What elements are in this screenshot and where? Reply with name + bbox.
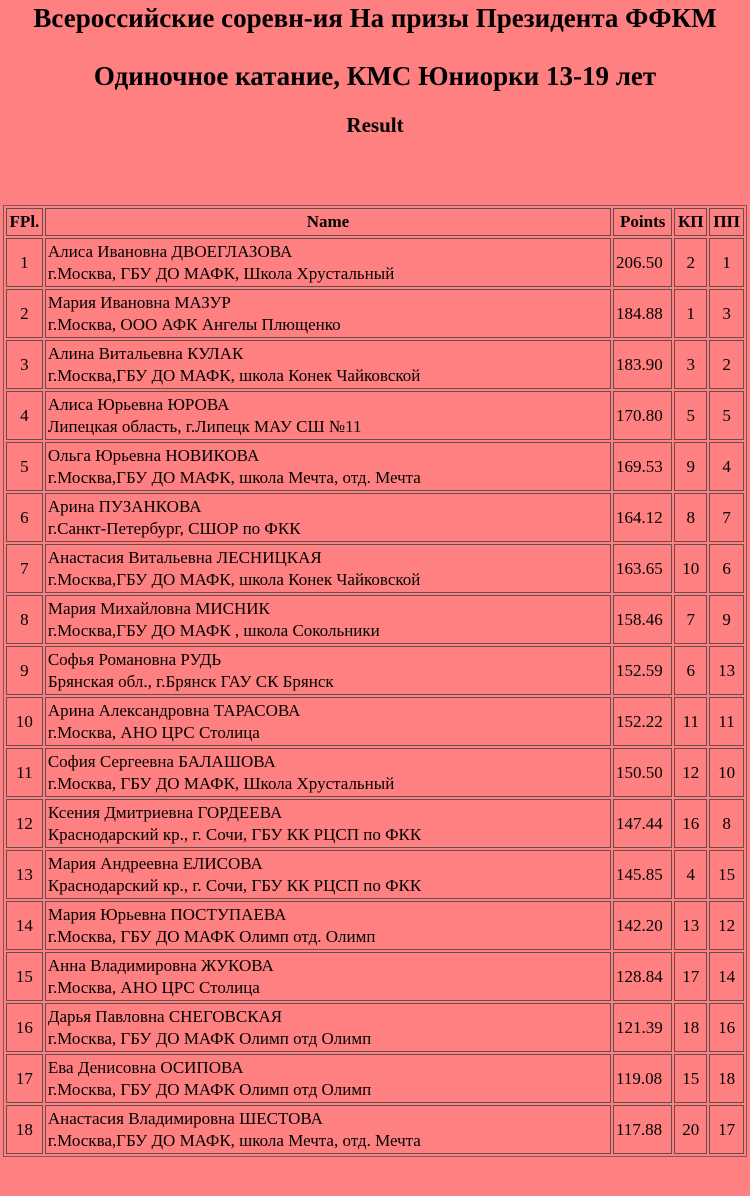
place-cell: 8 <box>6 595 43 644</box>
points-cell: 145.85 <box>613 850 672 899</box>
free-program-place-cell: 9 <box>709 595 744 644</box>
short-program-place-cell: 8 <box>674 493 707 542</box>
table-row <box>6 595 744 644</box>
points-cell: 184.88 <box>613 289 672 338</box>
results-body <box>6 238 744 1154</box>
skater-name: Анастасия Витальевна ЛЕСНИЦКАЯ <box>47 547 322 567</box>
short-program-place-cell: 6 <box>674 646 707 695</box>
points-cell: 206.50 <box>613 238 672 287</box>
free-program-place-cell: 11 <box>709 697 744 746</box>
place-cell: 14 <box>6 901 43 950</box>
skater-cell <box>45 493 611 542</box>
table-row <box>6 748 744 797</box>
skater-name: Мария Юрьевна ПОСТУПАЕВА <box>47 904 287 924</box>
short-program-place-cell: 17 <box>674 952 707 1001</box>
skater-cell <box>45 697 611 746</box>
skater-cell <box>45 1054 611 1103</box>
short-program-place-cell: 12 <box>674 748 707 797</box>
skater-cell <box>45 952 611 1001</box>
short-program-place-cell: 18 <box>674 1003 707 1052</box>
table-row <box>6 1054 744 1103</box>
skater-name: Арина ПУЗАНКОВА <box>47 496 202 516</box>
skater-cell <box>45 544 611 593</box>
short-program-place-cell: 3 <box>674 340 707 389</box>
skater-cell <box>45 238 611 287</box>
short-program-place-cell: 20 <box>674 1105 707 1154</box>
page-title: Всероссийские соревн-ия На призы Президента ФФКМ <box>33 3 717 33</box>
table-header-row <box>6 208 744 236</box>
column-header-points: Points <box>613 208 672 236</box>
free-program-place-cell: 5 <box>709 391 744 440</box>
skater-club: г.Москва, ООО АФК Ангелы Плющенко <box>47 314 341 334</box>
skater-name: Мария Андреевна ЕЛИСОВА <box>47 853 263 873</box>
free-program-place-cell: 8 <box>709 799 744 848</box>
skater-cell <box>45 391 611 440</box>
column-header-pp: ПП <box>709 208 744 236</box>
short-program-place-cell: 5 <box>674 391 707 440</box>
column-header-fpl: FPl. <box>6 208 43 236</box>
free-program-place-cell: 2 <box>709 340 744 389</box>
place-cell: 16 <box>6 1003 43 1052</box>
short-program-place-cell: 2 <box>674 238 707 287</box>
place-cell: 11 <box>6 748 43 797</box>
short-program-place-cell: 15 <box>674 1054 707 1103</box>
short-program-place-cell: 11 <box>674 697 707 746</box>
skater-club: Краснодарский кр., г. Сочи, ГБУ КК РЦСП по ФКК <box>47 875 422 895</box>
points-cell: 170.80 <box>613 391 672 440</box>
short-program-place-cell: 4 <box>674 850 707 899</box>
skater-name: Дарья Павловна СНЕГОВСКАЯ <box>47 1006 283 1026</box>
column-header-kp: КП <box>674 208 707 236</box>
skater-name: Алиса Ивановна ДВОЕГЛАЗОВА <box>47 241 293 261</box>
skater-club: г.Москва, АНО ЦРС Столица <box>47 977 260 997</box>
table-row <box>6 799 744 848</box>
skater-cell <box>45 748 611 797</box>
skater-club: Брянская обл., г.Брянск ГАУ СК Брянск <box>47 671 334 691</box>
place-cell: 17 <box>6 1054 43 1103</box>
skater-cell <box>45 340 611 389</box>
skater-cell <box>45 1003 611 1052</box>
skater-cell <box>45 799 611 848</box>
category-title: Одиночное катание, КМС Юниорки 13-19 лет <box>93 61 657 91</box>
table-row <box>6 646 744 695</box>
place-cell: 5 <box>6 442 43 491</box>
skater-club: г.Москва, ГБУ ДО МАФК Олимп отд. Олимп <box>47 926 376 946</box>
skater-name: Ксения Дмитриевна ГОРДЕЕВА <box>47 802 283 822</box>
skater-club: г.Санкт-Петербург, СШОР по ФКК <box>47 518 301 538</box>
skater-cell <box>45 850 611 899</box>
table-row <box>6 391 744 440</box>
points-cell: 119.08 <box>613 1054 672 1103</box>
column-header-name: Name <box>45 208 611 236</box>
skater-name: Алина Витальевна КУЛАК <box>47 343 244 363</box>
table-row <box>6 238 744 287</box>
skater-name: Мария Михайловна МИСНИК <box>47 598 270 618</box>
skater-club: г.Москва, ГБУ ДО МАФК, Школа Хрустальный <box>47 263 395 283</box>
table-row <box>6 493 744 542</box>
free-program-place-cell: 18 <box>709 1054 744 1103</box>
free-program-place-cell: 7 <box>709 493 744 542</box>
table-row <box>6 442 744 491</box>
free-program-place-cell: 12 <box>709 901 744 950</box>
free-program-place-cell: 3 <box>709 289 744 338</box>
points-cell: 152.22 <box>613 697 672 746</box>
skater-name: Анастасия Владимировна ШЕСТОВА <box>47 1108 323 1128</box>
skater-name: София Сергеевна БАЛАШОВА <box>47 751 276 771</box>
table-row <box>6 544 744 593</box>
points-cell: 142.20 <box>613 901 672 950</box>
points-cell: 164.12 <box>613 493 672 542</box>
table-row <box>6 850 744 899</box>
short-program-place-cell: 10 <box>674 544 707 593</box>
skater-club: Краснодарский кр., г. Сочи, ГБУ КК РЦСП по ФКК <box>47 824 422 844</box>
skater-club: г.Москва, ГБУ ДО МАФК Олимп отд Олимп <box>47 1028 372 1048</box>
skater-name: Арина Александровна ТАРАСОВА <box>47 700 301 720</box>
skater-club: г.Москва, АНО ЦРС Столица <box>47 722 260 742</box>
skater-cell <box>45 901 611 950</box>
place-cell: 3 <box>6 340 43 389</box>
free-program-place-cell: 17 <box>709 1105 744 1154</box>
points-cell: 158.46 <box>613 595 672 644</box>
skater-club: г.Москва, ГБУ ДО МАФК, Школа Хрустальный <box>47 773 395 793</box>
table-row <box>6 952 744 1001</box>
points-cell: 150.50 <box>613 748 672 797</box>
table-row <box>6 289 744 338</box>
skater-club: г.Москва,ГБУ ДО МАФК, школа Конек Чайковской <box>47 365 421 385</box>
free-program-place-cell: 16 <box>709 1003 744 1052</box>
place-cell: 15 <box>6 952 43 1001</box>
place-cell: 9 <box>6 646 43 695</box>
skater-name: Ева Денисовна ОСИПОВА <box>47 1057 244 1077</box>
points-cell: 147.44 <box>613 799 672 848</box>
place-cell: 1 <box>6 238 43 287</box>
skater-name: Анна Владимировна ЖУКОВА <box>47 955 274 975</box>
free-program-place-cell: 13 <box>709 646 744 695</box>
points-cell: 117.88 <box>613 1105 672 1154</box>
table-row <box>6 340 744 389</box>
points-cell: 183.90 <box>613 340 672 389</box>
skater-name: Ольга Юрьевна НОВИКОВА <box>47 445 260 465</box>
points-cell: 169.53 <box>613 442 672 491</box>
points-cell: 121.39 <box>613 1003 672 1052</box>
short-program-place-cell: 16 <box>674 799 707 848</box>
skater-cell <box>45 646 611 695</box>
table-row <box>6 1003 744 1052</box>
skater-club: г.Москва,ГБУ ДО МАФК, школа Мечта, отд. Мечта <box>47 1130 421 1150</box>
place-cell: 7 <box>6 544 43 593</box>
skater-cell <box>45 289 611 338</box>
free-program-place-cell: 1 <box>709 238 744 287</box>
table-row <box>6 1105 744 1154</box>
place-cell: 4 <box>6 391 43 440</box>
table-row <box>6 901 744 950</box>
short-program-place-cell: 13 <box>674 901 707 950</box>
results-table <box>3 205 747 1157</box>
place-cell: 6 <box>6 493 43 542</box>
skater-name: Мария Ивановна МАЗУР <box>47 292 231 312</box>
skater-club: г.Москва,ГБУ ДО МАФК , школа Сокольники <box>47 620 380 640</box>
place-cell: 12 <box>6 799 43 848</box>
short-program-place-cell: 1 <box>674 289 707 338</box>
skater-name: Софья Романовна РУДЬ <box>47 649 222 669</box>
points-cell: 128.84 <box>613 952 672 1001</box>
points-cell: 152.59 <box>613 646 672 695</box>
points-cell: 163.65 <box>613 544 672 593</box>
table-row <box>6 697 744 746</box>
skater-club: г.Москва, ГБУ ДО МАФК Олимп отд Олимп <box>47 1079 372 1099</box>
skater-cell <box>45 442 611 491</box>
free-program-place-cell: 14 <box>709 952 744 1001</box>
result-heading: Result <box>346 113 404 137</box>
skater-club: г.Москва,ГБУ ДО МАФК, школа Мечта, отд. Мечта <box>47 467 421 487</box>
skater-club: Липецкая область, г.Липецк МАУ СШ №11 <box>47 416 362 436</box>
place-cell: 18 <box>6 1105 43 1154</box>
skater-name: Алиса Юрьевна ЮРОВА <box>47 394 230 414</box>
place-cell: 2 <box>6 289 43 338</box>
free-program-place-cell: 10 <box>709 748 744 797</box>
skater-cell <box>45 1105 611 1154</box>
free-program-place-cell: 6 <box>709 544 744 593</box>
short-program-place-cell: 9 <box>674 442 707 491</box>
skater-club: г.Москва,ГБУ ДО МАФК, школа Конек Чайковской <box>47 569 421 589</box>
short-program-place-cell: 7 <box>674 595 707 644</box>
free-program-place-cell: 15 <box>709 850 744 899</box>
place-cell: 10 <box>6 697 43 746</box>
place-cell: 13 <box>6 850 43 899</box>
free-program-place-cell: 4 <box>709 442 744 491</box>
skater-cell <box>45 595 611 644</box>
